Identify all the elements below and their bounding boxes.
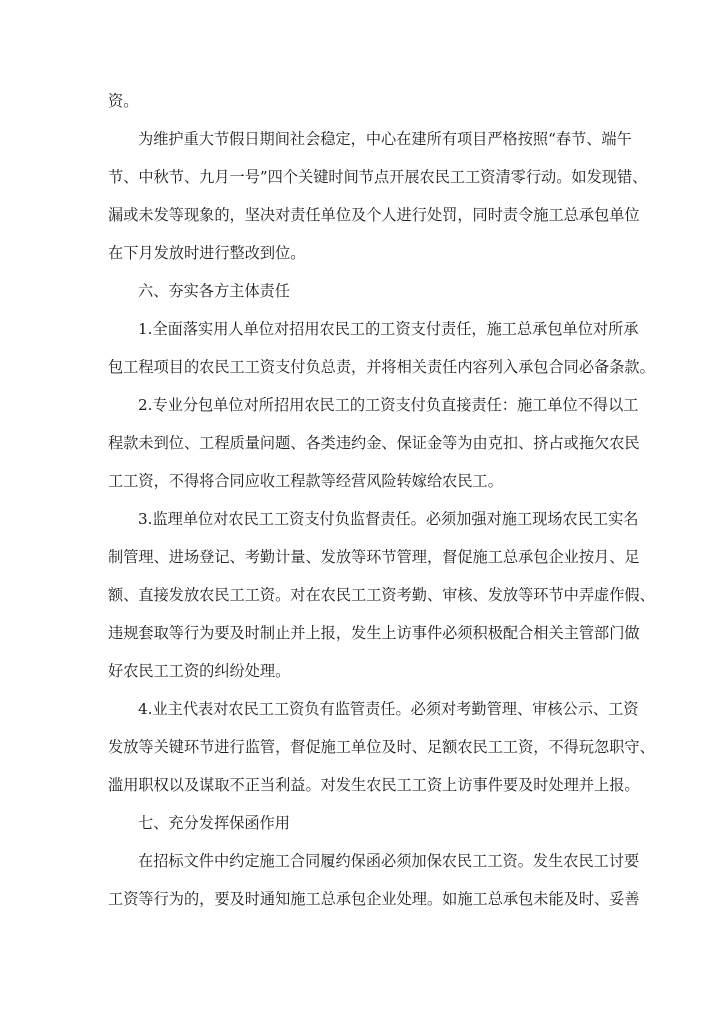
paragraph-holiday-first-line: 为维护重大节假日期间社会稳定，中心在建所有项目严格按照“春节、端午 <box>138 130 632 148</box>
item-1-first-line: 1.全面落实用人单位对招用农民工的工资支付责任，施工总承包单位对所承 <box>138 320 639 338</box>
text-line: 在下月发放时进行整改到位。 <box>108 244 306 262</box>
item-2-first-line: 2.专业分包单位对所招用农民工的工资支付负直接责任：施工单位不得以工 <box>138 396 639 414</box>
text-line: 违规套取等行为要及时制止并上报，发生上访事件必须积极配合相关主管部门做 <box>108 624 640 642</box>
text-line: 程款未到位、工程质量问题、各类违约金、保证金等为由克扣、挤占或拖欠农民 <box>108 434 640 452</box>
text-line: 漏或未发等现象的，坚决对责任单位及个人进行处罚，同时责令施工总承包单位 <box>108 206 640 224</box>
text-line: 制管理、进场登记、考勤计量、发放等环节管理，督促施工总承包企业按月、足 <box>108 548 640 566</box>
text-line: 包工程项目的农民工工资支付负总责，并将相关责任内容列入承包合同必备条款。 <box>108 358 655 376</box>
section-heading-seven: 七、充分发挥保函作用 <box>138 814 290 832</box>
section-heading-six: 六、夯实各方主体责任 <box>138 282 290 300</box>
text-line: 好农民工工资的纠纷处理。 <box>108 662 291 680</box>
text-line: 节、中秋节、九月一号”四个关键时间节点开展农民工工资清零行动。如发现错、 <box>108 168 648 186</box>
item-4-first-line: 4.业主代表对农民工工资负有监管责任。必须对考勤管理、审核公示、工资 <box>138 700 639 718</box>
document-body <box>108 82 655 918</box>
item-3-first-line: 3.监理单位对农民工工资支付负监督责任。必须加强对施工现场农民工实名 <box>138 510 639 528</box>
paragraph-guarantee-first-line: 在招标文件中约定施工合同履约保函必须加保农民工工资。发生农民工讨要 <box>138 852 640 870</box>
text-line: 工资等行为的，要及时通知施工总承包企业处理。如施工总承包未能及时、妥善 <box>108 890 640 908</box>
text-line: 滥用职权以及谋取不正当利益。对发生农民工工资上访事件要及时处理并上报。 <box>108 776 640 794</box>
text-line: 发放等关键环节进行监管，督促施工单位及时、足额农民工工资，不得玩忽职守、 <box>108 738 655 756</box>
text-line: 工工资，不得将合同应收工程款等经营风险转嫁给农民工。 <box>108 472 503 490</box>
text-line: 额、直接发放农民工工资。对在农民工工资考勤、审核、发放等环节中弄虚作假、 <box>108 586 655 604</box>
text-line: 资。 <box>108 92 139 110</box>
